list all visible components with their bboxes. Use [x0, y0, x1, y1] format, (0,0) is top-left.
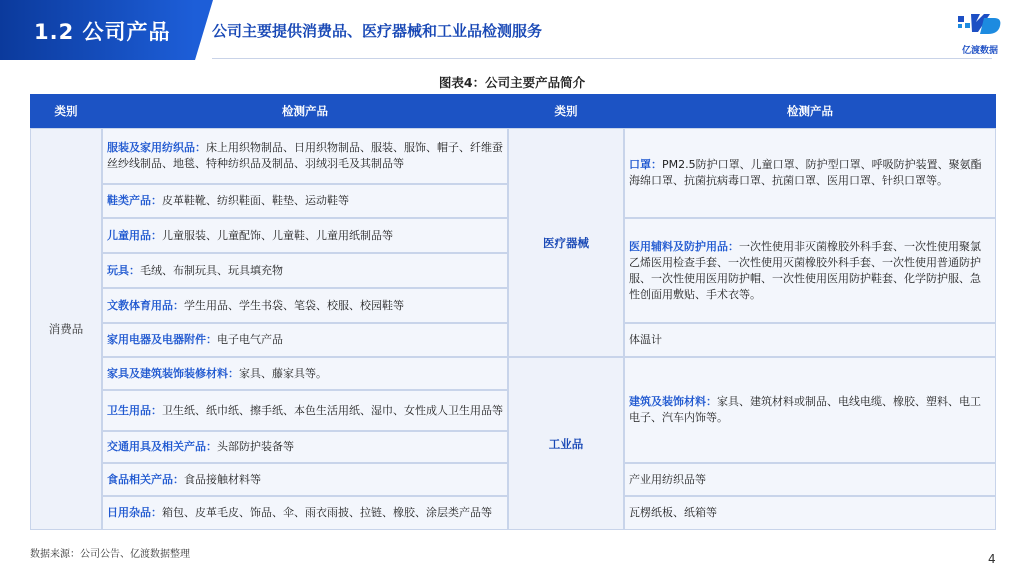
- row-text: 头部防护装备等: [217, 440, 294, 453]
- table-row: [102, 390, 508, 431]
- row-text: 一次性使用非灭菌橡胶外科手套、一次性使用聚氯乙烯医用检查手套、一次性使用灭菌橡胶外科手套、一次性使用普通防护服、一次性使用医用防护帽、一次性使用医用防护鞋套、化学防护服、急性创面用敷贴、手术衣等。: [629, 239, 981, 301]
- row-label: 玩具：: [107, 263, 140, 277]
- table-row: [102, 463, 508, 496]
- table-row: [102, 184, 508, 218]
- table-row: [102, 431, 508, 463]
- row-text: 家具、藤家具等。: [239, 366, 327, 380]
- row-label: 食品相关产品：: [107, 472, 184, 486]
- row-text: PM2.5防护口罩、儿童口罩、防护型口罩、呼吸防护装置、聚氨酯海绵口罩、抗菌抗病毒口罩、抗菌口罩、医用口罩、针织口罩等。: [629, 158, 982, 187]
- row-label: 文教体育用品：: [107, 298, 184, 312]
- row-text: 皮革鞋靴、纺织鞋面、鞋垫、运动鞋等: [162, 194, 349, 207]
- logo-text: 亿渡数据: [961, 46, 998, 56]
- table-row: [624, 128, 996, 218]
- table-row: [102, 288, 508, 323]
- row-text: 卫生纸、纸巾纸、擦手纸、本色生活用纸、湿巾、女性成人卫生用品等: [162, 403, 503, 417]
- header-category-2: 类别: [508, 94, 624, 128]
- row-label: 服装及家用纺织品：: [107, 141, 206, 154]
- table-row: [102, 253, 508, 288]
- row-text: 儿童服装、儿童配饰、儿童鞋、儿童用纸制品等: [162, 228, 393, 242]
- row-label: 交通用具及相关产品：: [107, 440, 217, 453]
- row-label: 日用杂品：: [107, 506, 162, 519]
- row-label: 建筑及装饰材料：: [629, 395, 717, 408]
- row-text: 体温计: [629, 333, 662, 346]
- category-consumer: 消费品: [30, 128, 102, 530]
- table-row: [102, 218, 508, 253]
- figure-title: 图表4：公司主要产品简介: [438, 75, 586, 90]
- row-text: 箱包、皮革毛皮、饰品、伞、雨衣雨披、拉链、橡胶、涂层类产品等: [162, 506, 492, 519]
- page-title: 公司主要提供消费品、医疗器械和工业品检测服务: [212, 22, 543, 40]
- table-row: [624, 323, 996, 357]
- row-text: 学生用品、学生书袋、笔袋、校服、校园鞋等: [184, 298, 404, 312]
- section-number: 1.2 公司产品: [34, 20, 171, 44]
- row-text: 食品接触材料等: [184, 472, 261, 486]
- category-industrial: 工业品: [508, 357, 624, 530]
- row-label: 鞋类产品：: [107, 194, 162, 207]
- row-text: 产业用纺织品等: [629, 472, 706, 486]
- header-divider: [212, 58, 992, 59]
- page-number: 4: [988, 552, 996, 566]
- row-text: 毛绒、布制玩具、玩具填充物: [140, 263, 283, 277]
- row-text: 床上用织物制品、日用织物制品、服装、服饰、帽子、纤维蚕丝纱线制品、地毯、特种纺织品及制品、羽绒羽毛及其制品等: [107, 141, 503, 170]
- table-row: [624, 218, 996, 323]
- table-row: [102, 323, 508, 357]
- table-row: [624, 463, 996, 496]
- row-label: 卫生用品：: [107, 403, 162, 417]
- row-label: 口罩：: [629, 158, 662, 171]
- section-banner: [0, 0, 195, 60]
- header-category-1: 类别: [30, 94, 102, 128]
- header-products-2: 检测产品: [624, 94, 996, 128]
- row-label: 家用电器及电器附件：: [107, 333, 217, 346]
- row-label: 医用辅料及防护用品：: [629, 239, 739, 253]
- row-label: 家具及建筑装饰装修材料：: [107, 366, 239, 380]
- category-medical: 医疗器械: [508, 128, 624, 357]
- table-row: [624, 496, 996, 530]
- row-text: 家具、建筑材料或制品、电线电缆、橡胶、塑料、电工电子、汽车内饰等。: [629, 395, 981, 424]
- table-row: [102, 357, 508, 390]
- table-row: [102, 496, 508, 530]
- row-label: 儿童用品：: [107, 228, 162, 242]
- table-row: [624, 357, 996, 463]
- table-row: [102, 128, 508, 184]
- row-text: 瓦楞纸板、纸箱等: [629, 506, 717, 519]
- header-products-1: 检测产品: [102, 94, 508, 128]
- data-source-note: 数据来源：公司公告、亿渡数据整理: [30, 549, 190, 560]
- company-logo-icon: [954, 10, 1004, 44]
- products-table: [30, 94, 996, 530]
- row-text: 电子电气产品: [217, 333, 283, 346]
